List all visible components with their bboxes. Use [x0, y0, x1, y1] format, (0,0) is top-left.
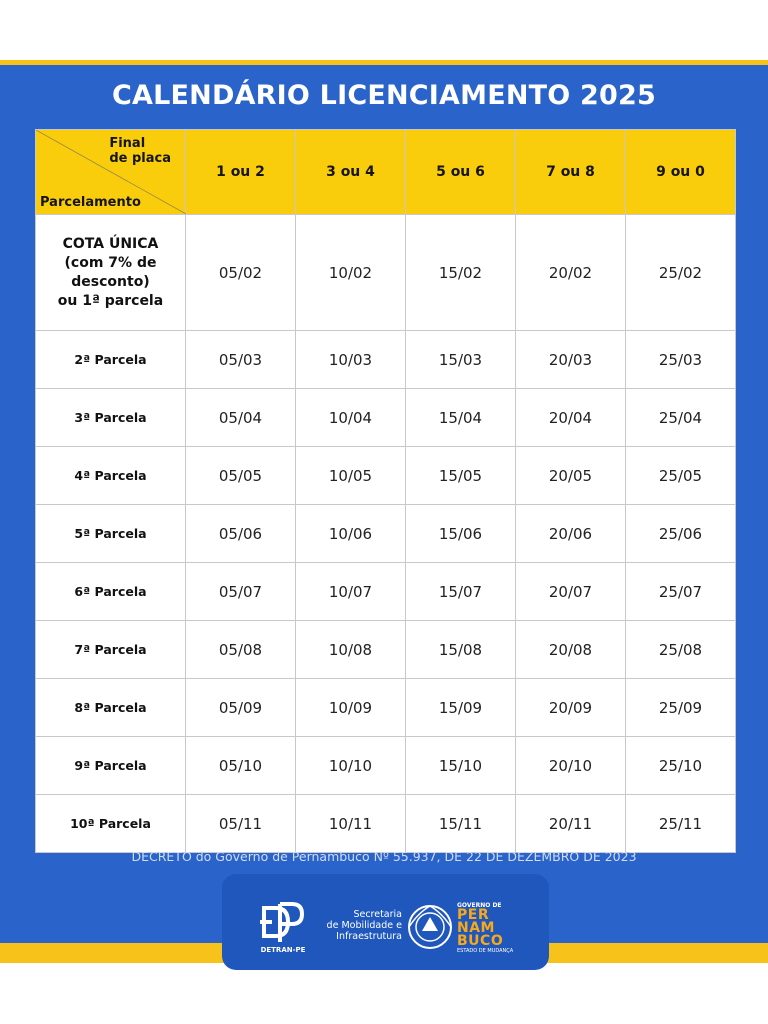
- column-header: 3 ou 4: [296, 130, 406, 215]
- due-date-cell: 15/02: [406, 215, 516, 331]
- due-date-cell: 15/04: [406, 389, 516, 447]
- table-row: [36, 737, 736, 795]
- due-date-cell: 20/05: [516, 447, 626, 505]
- table-row: [36, 215, 736, 331]
- corner-plate-label-line1: Final: [109, 136, 146, 151]
- due-date-cell: 20/07: [516, 563, 626, 621]
- gov-logo-line: PER: [457, 907, 490, 923]
- due-date-cell: 20/08: [516, 621, 626, 679]
- due-date-cell: 05/05: [186, 447, 296, 505]
- due-date-cell: 25/08: [626, 621, 736, 679]
- due-date-cell: 10/10: [296, 737, 406, 795]
- table-row: [36, 447, 736, 505]
- due-date-cell: 20/04: [516, 389, 626, 447]
- due-date-cell: 10/09: [296, 679, 406, 737]
- table-row: [36, 563, 736, 621]
- bottom-margin: [0, 963, 768, 1024]
- due-date-cell: 25/09: [626, 679, 736, 737]
- decree-note: DECRETO do Governo de Pernambuco Nº 55.937, DE 22 DE DEZEMBRO DE 2023: [131, 849, 637, 864]
- due-date-cell: 25/02: [626, 215, 736, 331]
- due-date-cell: 10/03: [296, 331, 406, 389]
- row-header: 9ª Parcela: [36, 737, 186, 795]
- row-header: 3ª Parcela: [36, 389, 186, 447]
- column-header: 5 ou 6: [406, 130, 516, 215]
- secretaria-line: de Mobilidade e: [326, 920, 402, 931]
- corner-plate-label: [109, 136, 171, 166]
- row-header: 4ª Parcela: [36, 447, 186, 505]
- secretaria-line: Secretaria: [353, 909, 402, 920]
- due-date-cell: 25/04: [626, 389, 736, 447]
- due-date-cell: 25/05: [626, 447, 736, 505]
- due-date-cell: 25/07: [626, 563, 736, 621]
- column-header: 9 ou 0: [626, 130, 736, 215]
- due-date-cell: 05/11: [186, 795, 296, 853]
- row-header-line: COTA ÚNICA: [62, 235, 159, 252]
- table-row: [36, 505, 736, 563]
- table-row: [36, 621, 736, 679]
- due-date-cell: 20/03: [516, 331, 626, 389]
- due-date-cell: 15/03: [406, 331, 516, 389]
- governo-pernambuco-logo: [457, 902, 521, 954]
- due-date-cell: 25/10: [626, 737, 736, 795]
- due-date-cell: 10/06: [296, 505, 406, 563]
- gov-sub-text: ESTADO DE MUDANÇA: [457, 948, 514, 954]
- due-date-cell: 25/03: [626, 331, 736, 389]
- due-date-cell: 05/10: [186, 737, 296, 795]
- due-date-cell: 05/07: [186, 563, 296, 621]
- row-header-line: ou 1ª parcela: [57, 292, 164, 309]
- row-header: 7ª Parcela: [36, 621, 186, 679]
- due-date-cell: 15/05: [406, 447, 516, 505]
- due-date-cell: 05/02: [186, 215, 296, 331]
- table-row: [36, 389, 736, 447]
- row-header: [36, 215, 186, 331]
- state-seal-icon: [406, 903, 454, 951]
- due-date-cell: 10/07: [296, 563, 406, 621]
- column-header: 1 ou 2: [186, 130, 296, 215]
- due-date-cell: 20/09: [516, 679, 626, 737]
- detran-label: DETRAN-PE: [260, 946, 306, 954]
- table-row: [36, 795, 736, 853]
- secretaria-text: [318, 909, 402, 942]
- corner-header: [36, 130, 186, 215]
- due-date-cell: 05/03: [186, 331, 296, 389]
- row-header: 6ª Parcela: [36, 563, 186, 621]
- due-date-cell: 20/06: [516, 505, 626, 563]
- due-date-cell: 15/09: [406, 679, 516, 737]
- row-header: 8ª Parcela: [36, 679, 186, 737]
- due-date-cell: 25/06: [626, 505, 736, 563]
- corner-plate-label-line2: de placa: [109, 151, 171, 166]
- row-header-line: (com 7% de: [64, 254, 157, 271]
- row-header: 5ª Parcela: [36, 505, 186, 563]
- due-date-cell: 05/08: [186, 621, 296, 679]
- due-date-cell: 10/08: [296, 621, 406, 679]
- due-date-cell: 05/06: [186, 505, 296, 563]
- row-header-line: desconto): [71, 273, 150, 290]
- table-row: [36, 679, 736, 737]
- due-date-cell: 25/11: [626, 795, 736, 853]
- gov-logo-line: BUCO: [457, 933, 504, 949]
- due-date-cell: 15/07: [406, 563, 516, 621]
- due-date-cell: 10/04: [296, 389, 406, 447]
- row-header: 2ª Parcela: [36, 331, 186, 389]
- page-title: CALENDÁRIO LICENCIAMENTO 2025: [112, 80, 656, 111]
- licensing-calendar-table: [35, 129, 736, 853]
- gov-small-text: GOVERNO DE: [457, 902, 502, 909]
- secretaria-line: Infraestrutura: [336, 931, 402, 942]
- due-date-cell: 15/06: [406, 505, 516, 563]
- due-date-cell: 10/11: [296, 795, 406, 853]
- due-date-cell: 10/05: [296, 447, 406, 505]
- table-row: [36, 331, 736, 389]
- due-date-cell: 05/04: [186, 389, 296, 447]
- due-date-cell: 10/02: [296, 215, 406, 331]
- bottom-yellow-stripe-right: [547, 943, 768, 963]
- due-date-cell: 15/11: [406, 795, 516, 853]
- due-date-cell: 20/02: [516, 215, 626, 331]
- corner-installment-label: Parcelamento: [40, 195, 141, 210]
- table-header-row: [36, 130, 736, 215]
- top-margin: [0, 0, 768, 60]
- due-date-cell: 20/11: [516, 795, 626, 853]
- column-header: 7 ou 8: [516, 130, 626, 215]
- row-header: 10ª Parcela: [36, 795, 186, 853]
- due-date-cell: 15/10: [406, 737, 516, 795]
- top-yellow-stripe: [0, 60, 768, 65]
- bottom-yellow-stripe-left: [0, 943, 225, 963]
- due-date-cell: 20/10: [516, 737, 626, 795]
- due-date-cell: 05/09: [186, 679, 296, 737]
- gov-logo-line: NAM: [457, 920, 495, 936]
- due-date-cell: 15/08: [406, 621, 516, 679]
